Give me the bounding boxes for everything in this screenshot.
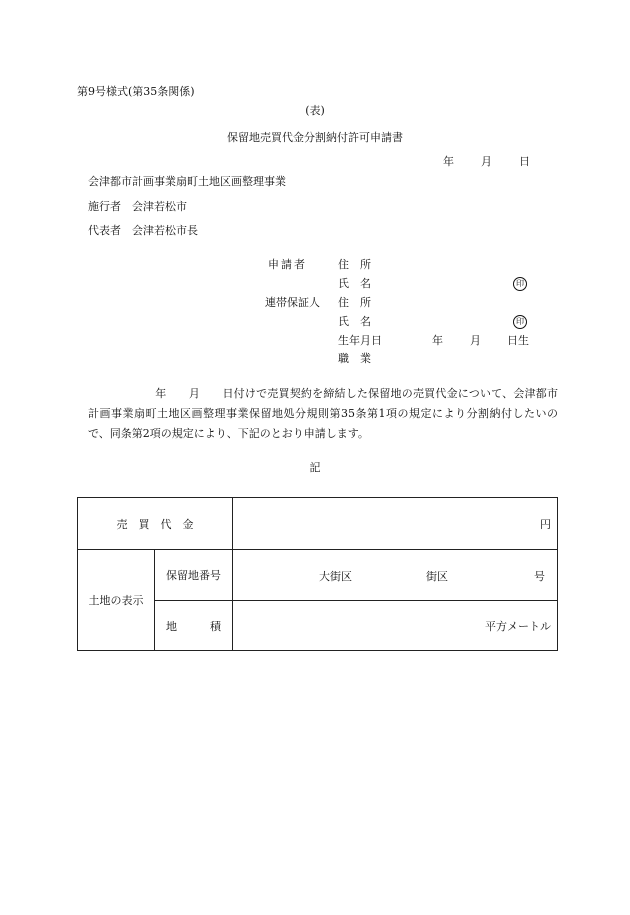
guarantor-occupation-label: 職 業 [338,352,371,365]
application-body-text: 年 月 日付けで売買契約を締結した保留地の売買代金について、会津都市計画事業扇町土地区画整理事業保留地処分規則第35条第1項の規定により分割納付したいので、同条第2項の規定により、下記のとおり申請します。 [88,387,558,440]
lot-block: 街区 [426,570,448,583]
lot-number: 号 [534,570,545,583]
details-table [77,497,558,651]
price-value-cell[interactable] [233,498,558,550]
form-number: 第9号様式(第35条関係) [77,85,195,98]
date-month: 月 [481,155,492,168]
area-value-cell[interactable] [233,601,558,651]
ki-heading: 記 [309,461,321,474]
date-day: 日 [519,155,530,168]
birth-month: 月 [470,334,481,347]
document-title: 保留地売買代金分割納付許可申請書 [227,131,403,144]
guarantor-name-label: 氏 名 [338,315,371,328]
lot-label: 保留地番号 [155,550,233,601]
applicant-seal-mark: 印 [513,277,527,291]
addressee-project: 会津都市計画事業扇町土地区画整理事業 [88,175,286,188]
applicant-name-label: 氏 名 [338,277,371,290]
addressee-executor: 施行者 会津若松市 [88,200,187,213]
guarantor-seal-mark: 印 [513,315,527,329]
lot-value-cell[interactable] [233,550,558,601]
area-label: 地 積 [155,601,233,651]
date-year: 年 [443,155,454,168]
addressee-representative: 代表者 会津若松市長 [88,224,198,237]
application-date [443,155,530,169]
applicant-address-label: 住 所 [338,258,371,271]
guarantor-address-label: 住 所 [338,296,371,309]
land-label: 土地の表示 [78,550,155,651]
price-row [78,498,558,550]
side-label: (表) [305,104,325,117]
area-unit: 平方メートル [485,619,551,633]
lot-district: 大街区 [319,570,352,583]
lot-row [78,550,558,601]
guarantor-birth-label: 生年月日 [338,334,382,347]
guarantor-birth-date [432,334,529,348]
guarantor-role: 連帯保証人 [265,296,320,309]
birth-day: 日生 [507,334,529,347]
birth-year: 年 [432,334,443,347]
price-unit: 円 [540,517,551,531]
price-label: 売 買 代 金 [78,498,233,550]
applicant-role: 申請者 [268,258,307,271]
